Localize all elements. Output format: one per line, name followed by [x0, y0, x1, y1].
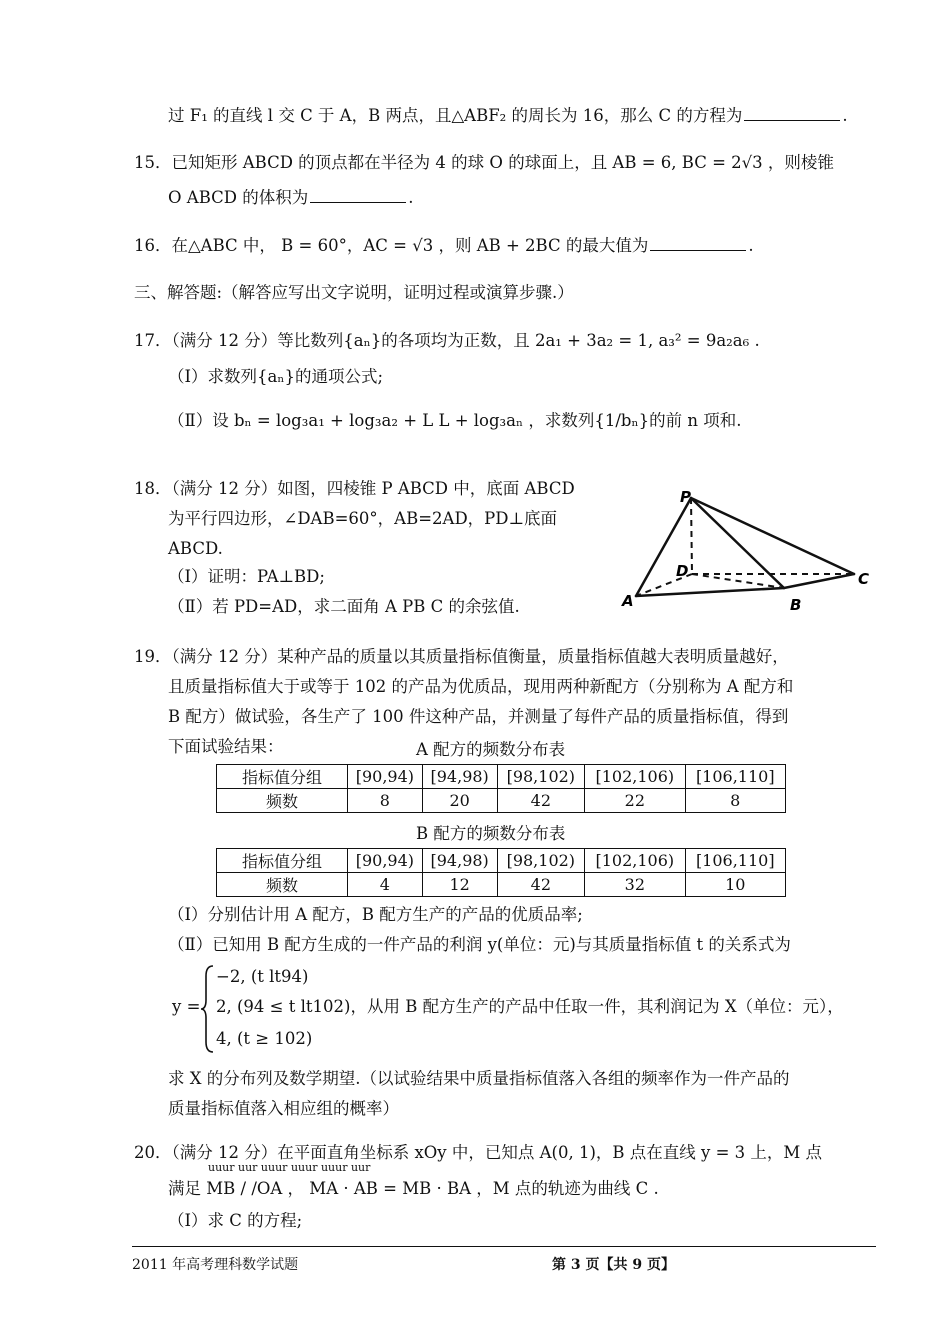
- edge-pc: [691, 498, 854, 574]
- table-cell: [90,94): [348, 849, 423, 873]
- label-b: B: [790, 596, 802, 614]
- q15-line1: 15．已知矩形 ABCD 的顶点都在半径为 4 的球 O 的球面上，且 AB = 6, BC = 2√3 ，则棱锥: [134, 153, 834, 172]
- table-cell: [106,110]: [685, 849, 785, 873]
- edge-pa: [636, 498, 691, 596]
- table-cell: 32: [585, 873, 685, 897]
- table-cell: [98,102): [497, 849, 585, 873]
- table-row: [217, 765, 786, 789]
- q18-part2: （Ⅱ）若 PD=AD，求二面角 A PB C 的余弦值.: [168, 597, 520, 616]
- pyramid-figure: [618, 484, 878, 618]
- table-cell: 8: [685, 789, 785, 813]
- section-heading: 三、解答题:（解答应写出文字说明，证明过程或演算步骤.）: [134, 283, 574, 302]
- edge-ab: [636, 588, 784, 596]
- table-a-caption: A 配方的频数分布表: [416, 740, 566, 759]
- table-cell: 42: [497, 873, 585, 897]
- table-row: [217, 849, 786, 873]
- table-cell: [98,102): [497, 765, 585, 789]
- table-a: [216, 764, 786, 813]
- label-a: A: [622, 592, 634, 610]
- label-c: C: [858, 570, 870, 588]
- q20-line2: 满足 MB / /OA ， MA · AB = MB · BA ，M 点的轨迹为曲线 C .: [168, 1179, 659, 1198]
- table-cell: 频数: [217, 873, 348, 897]
- q18-line1: 18．（满分 12 分）如图，四棱锥 P ABCD 中，底面 ABCD: [134, 479, 575, 498]
- q19-dist-line1: 求 X 的分布列及数学期望.（以试验结果中质量指标值落入各组的频率作为一件产品的: [168, 1069, 790, 1088]
- q19-part2: （Ⅱ）已知用 B 配方生成的一件产品的利润 y(单位：元)与其质量指标值 t 的关系式为: [168, 935, 791, 954]
- answer-blank: [744, 104, 840, 121]
- table-cell: 42: [497, 789, 585, 813]
- q19-dist-line2: 质量指标值落入相应组的概率）: [168, 1099, 399, 1118]
- footer-page-number: 第 3 页【共 9 页】: [552, 1257, 675, 1273]
- table-cell: [102,106): [585, 849, 685, 873]
- footer-left: 2011 年高考理科数学试题: [132, 1257, 299, 1273]
- q18-line2: 为平行四边形，∠DAB=60°，AB=2AD，PD⊥底面: [168, 509, 558, 528]
- q17-part2: （Ⅱ）设 bₙ = log₃a₁ + log₃a₂ + L L + log₃aₙ ，求数列{1/bₙ}的前 n 项和.: [168, 411, 742, 430]
- table-cell: 频数: [217, 789, 348, 813]
- answer-blank: [650, 234, 746, 251]
- table-cell: 12: [422, 873, 497, 897]
- table-row: [217, 873, 786, 897]
- q16-line: [134, 234, 754, 257]
- label-d: D: [676, 562, 689, 580]
- piece-after: ，从用 B 配方生产的产品中任取一件，其利润记为 X（单位：元），: [350, 997, 844, 1016]
- edge-bc: [784, 574, 854, 588]
- piece-2: [216, 996, 844, 1018]
- q17-part1: （Ⅰ）求数列{aₙ}的通项公式;: [168, 367, 384, 386]
- table-cell: [94,98): [422, 765, 497, 789]
- q14-tail-text: 过 F₁ 的直线 l 交 C 于 A，B 两点，且△ABF₂ 的周长为 16，那么 C 的方程为: [168, 106, 743, 125]
- q14-end: .: [842, 106, 848, 125]
- table-cell: 指标值分组: [217, 849, 348, 873]
- table-cell: 8: [348, 789, 423, 813]
- q20-line1: 20．（满分 12 分）在平面直角坐标系 xOy 中，已知点 A(0, 1)，B 点在直线 y = 3 上，M 点: [134, 1143, 823, 1162]
- table-cell: 20: [422, 789, 497, 813]
- q14-tail-line: [168, 104, 848, 127]
- table-cell: 4: [348, 873, 423, 897]
- q16-text: 16．在△ABC 中， B = 60°，AC = √3 ，则 AB + 2BC 的最大值为: [134, 236, 649, 255]
- table-cell: [94,98): [422, 849, 497, 873]
- q15-line2-text: O ABCD 的体积为: [168, 188, 309, 207]
- q15-line2: [168, 186, 413, 209]
- piece-2-text: 2, (94 ≤ t lt102): [216, 997, 351, 1016]
- piece-1: −2, (t lt94): [216, 967, 309, 986]
- q18-line3: ABCD.: [168, 539, 223, 558]
- table-cell: [102,106): [585, 765, 685, 789]
- answer-blank: [310, 186, 406, 203]
- q15-end: .: [408, 188, 414, 207]
- q19-line2: 且质量指标值大于或等于 102 的产品为优质品，现用两种新配方（分别称为 A 配方和: [168, 677, 794, 696]
- q16-end: .: [748, 236, 754, 255]
- q19-line3: B 配方）做试验，各生产了 100 件这种产品，并测量了每件产品的质量指标值，得到: [168, 707, 789, 726]
- table-b-caption: B 配方的频数分布表: [416, 824, 566, 843]
- table-cell: 22: [585, 789, 685, 813]
- table-b: [216, 848, 786, 897]
- table-cell: [90,94): [348, 765, 423, 789]
- piecewise-y-eq: y =: [172, 997, 201, 1016]
- q18-part1: （Ⅰ）证明：PA⊥BD;: [168, 567, 325, 586]
- piece-3: 4, (t ≥ 102): [216, 1029, 313, 1048]
- label-p: P: [680, 488, 691, 506]
- q19-part1: （Ⅰ）分别估计用 A 配方，B 配方生产的产品的优质品率;: [168, 905, 583, 924]
- q17-line1: 17．（满分 12 分）等比数列{aₙ}的各项均为正数，且 2a₁ + 3a₂ = 1, a₃² = 9a₂a₆ .: [134, 331, 760, 350]
- q19-line1: 19．（满分 12 分）某种产品的质量以其质量指标值衡量，质量指标值越大表明质量越好，: [134, 647, 789, 666]
- edge-pd-hidden: [691, 498, 692, 574]
- left-brace-icon: [200, 964, 216, 1054]
- footer-rule: [132, 1246, 876, 1247]
- q19-line4: 下面试验结果：: [168, 737, 284, 756]
- table-cell: 指标值分组: [217, 765, 348, 789]
- table-row: [217, 789, 786, 813]
- table-cell: 10: [685, 873, 785, 897]
- table-cell: [106,110]: [685, 765, 785, 789]
- q20-part1: （Ⅰ）求 C 的方程;: [168, 1211, 303, 1230]
- vector-arrow-marks: uuur uur uuur uuur uuur uur: [208, 1161, 371, 1174]
